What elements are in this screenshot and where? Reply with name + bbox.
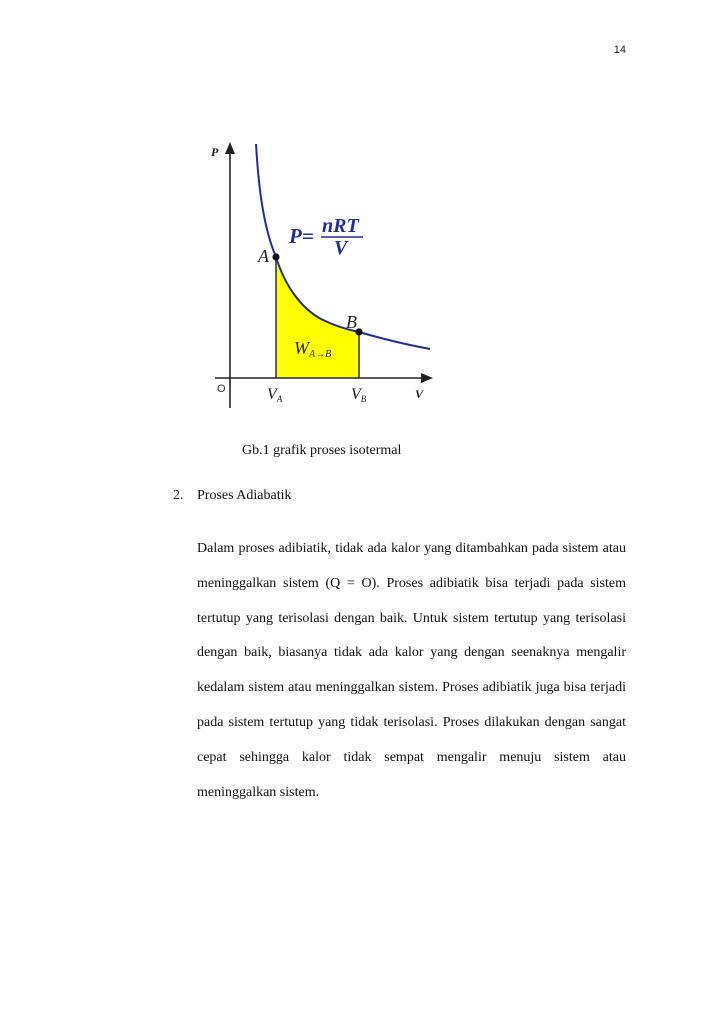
- axis-v-label: V: [415, 387, 424, 401]
- tick-vb-label: VB: [351, 386, 367, 404]
- point-b-label: B: [346, 312, 357, 332]
- isothermal-graph: [203, 136, 443, 412]
- point-a-label: A: [258, 246, 269, 266]
- page-number: 14: [613, 44, 626, 56]
- x-axis-arrow: [421, 373, 433, 383]
- formula-numerator: nRT: [322, 215, 359, 237]
- section-title: Proses Adiabatik: [197, 488, 292, 503]
- formula-lhs: P=: [289, 224, 314, 248]
- y-axis-arrow: [225, 142, 235, 154]
- axis-p-label: P: [211, 145, 219, 159]
- section-number: 2.: [173, 488, 184, 503]
- tick-va-label: VA: [267, 386, 283, 404]
- isothermal-graph-svg: [203, 136, 443, 412]
- work-label: WA→B: [294, 338, 332, 360]
- point-a-marker: [272, 253, 279, 260]
- section-heading: [173, 488, 292, 504]
- figure-caption: Gb.1 grafik proses isotermal: [242, 443, 402, 458]
- origin-label: O: [217, 383, 226, 395]
- body-paragraph: Dalam proses adibiatik, tidak ada kalor yang ditambahkan pada sistem atau meninggalkan sistem (Q = O). Proses adibiatik bisa terjadi pada sistem tertutup yang terisolasi dengan baik. Untuk sistem tertutup yang terisolasi dengan baik, biasanya tidak ada kalor yang dengan seenaknya mengalir kedalam sistem atau meninggalkan sistem. Proses adibiatik juga bisa terjadi pada sistem tertutup yang tidak terisolasi. Proses dilakukan dengan sangat cepat sehingga kalor tidak sempat mengalir menuju sistem atau meninggalkan sistem.: [197, 541, 626, 800]
- formula-denominator: V: [334, 237, 348, 259]
